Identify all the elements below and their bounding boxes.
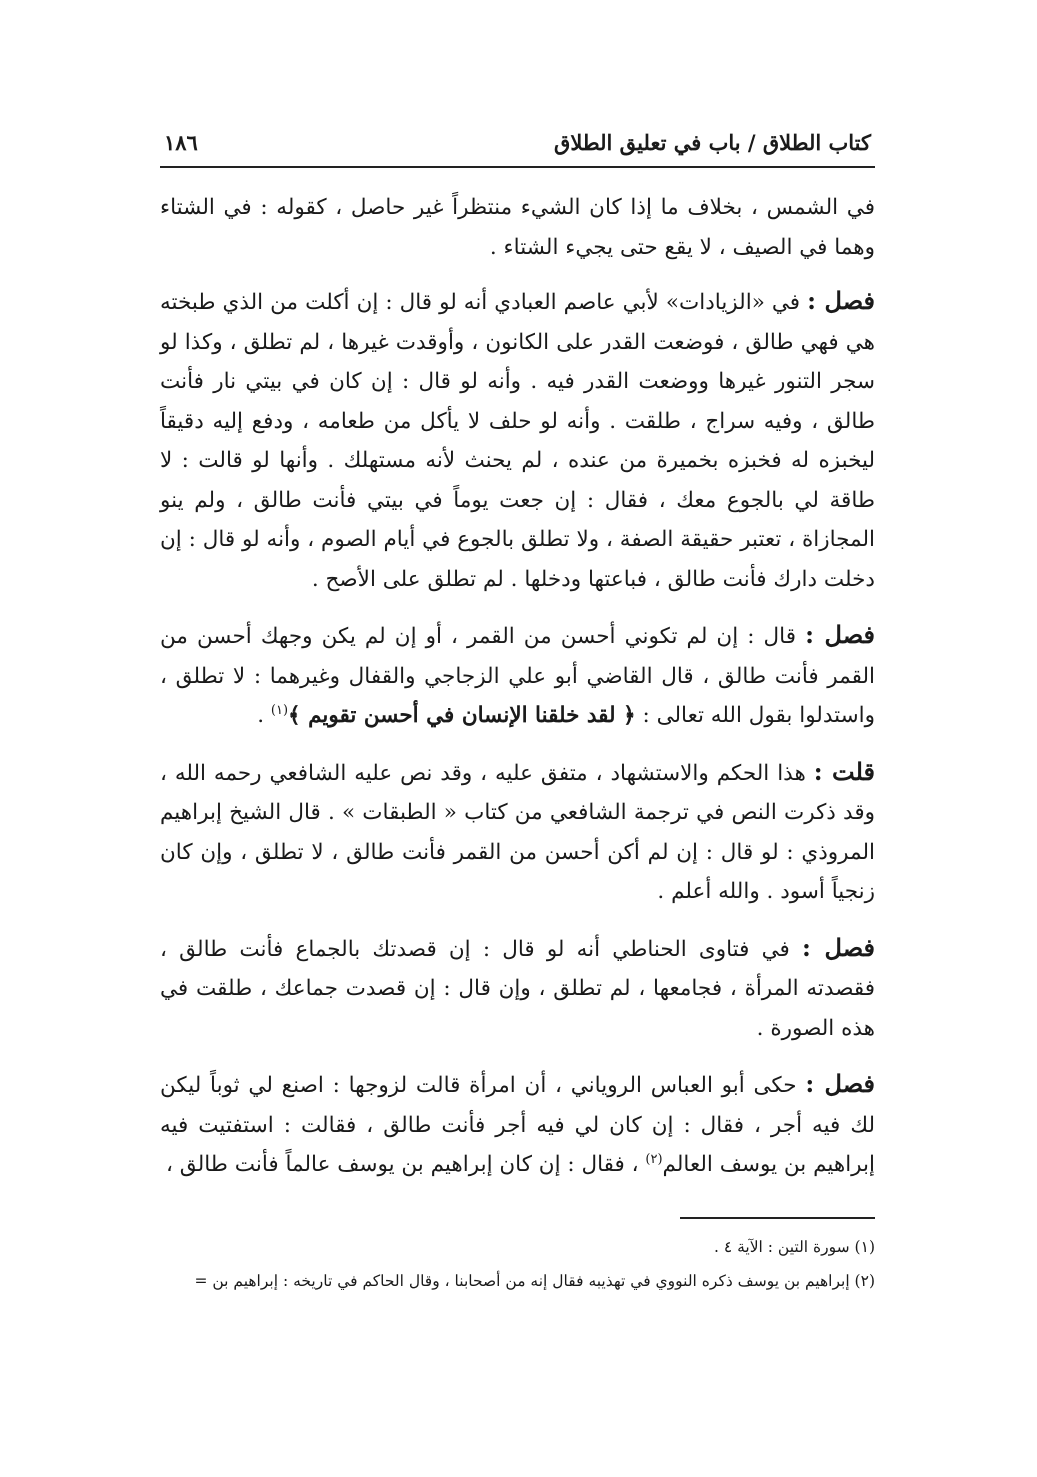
footnote-ref-1: (١) <box>270 702 289 718</box>
footnote-1: (١) سورة التين : الآية ٤ . <box>713 1238 875 1256</box>
paragraph-fasl-ziyadat <box>160 281 875 599</box>
footnote-ref-2: (٢) <box>645 1151 663 1167</box>
paragraph-text: حكى أبو العباس الروياني ، أن امرأة قالت لزوجها : اصنع لي ثوباً ليكن لك فيه أجر ، فقال : إن كان لي فيه أجر فأنت طالق ، فقالت : استفتيت فيه إبراهيم بن يوسف العالم <box>160 1073 875 1177</box>
page-number: ١٨٦ <box>164 130 198 155</box>
page <box>160 128 875 1201</box>
paragraph-text: في الشمس ، بخلاف ما إذا كان الشيء منتظراً غير حاصل ، كقوله : في الشتاء وهما في الصيف ، لا يقع حتى يجيء الشتاء . <box>160 195 875 260</box>
running-title: كتاب الطلاق / باب في تعليق الطلاق <box>554 130 871 155</box>
section-lead: فصل : <box>801 932 875 962</box>
footnote-separator <box>680 1217 875 1219</box>
quran-verse: ﴿ لقد خلقنا الإنسان في أحسن تقويم ﴾ <box>288 703 636 728</box>
paragraph-qultu <box>160 752 875 912</box>
paragraph-continuation <box>160 188 875 267</box>
section-lead: فصل : <box>805 620 875 649</box>
paragraph-fasl-hannati <box>160 928 875 1049</box>
paragraph-text: هذا الحكم والاستشهاد ، متفق عليه ، وقد نص عليه الشافعي رحمه الله ، وقد ذكرت النص في ترجمة الشافعي من كتاب « الطبقات » . قال الشيخ إبراهيم المروذي : لو قال : إن لم أكن أحسن من القمر فأنت طالق ، لا تطلق ، وإن كان زنجياً أسود . والله أعلم . <box>160 760 875 904</box>
body-text <box>160 188 875 1185</box>
paragraph-fasl-ruyani <box>160 1064 875 1185</box>
paragraph-text-end: . <box>257 703 271 728</box>
paragraph-text: في فتاوى الحناطي أنه لو قال : إن قصدتك بالجماع فأنت طالق ، فقصدته المرأة ، فجامعها ، لم تطلق ، وإن قال : إن قصدت جماعك ، طلقت في هذه الصورة . <box>160 936 875 1041</box>
paragraph-text-end: ، فقال : إن كان إبراهيم بن يوسف عالماً فأنت طالق ، <box>165 1152 646 1177</box>
section-lead: فصل : <box>805 1069 875 1098</box>
paragraph-text: قال : إن لم تكوني أحسن من القمر ، أو إن لم يكن وجهك أحسن من القمر فأنت طالق ، قال القاضي أبو علي الزجاجي والقفال وغيرهما : لا تطلق ، واستدلوا بقول الله تعالى : <box>160 624 875 728</box>
section-lead: فصل : <box>807 286 875 315</box>
footnote-2: (٢) إبراهيم بن يوسف ذكره النووي في تهذيبه فقال إنه من أصحابنا ، وقال الحاكم في تاريخه : إبراهيم بن = <box>194 1272 875 1290</box>
paragraph-fasl-qamar <box>160 615 875 736</box>
section-lead: قلت : <box>813 756 875 786</box>
footnotes <box>160 1230 875 1298</box>
paragraph-text: في «الزيادات» لأبي عاصم العبادي أنه لو قال : إن أكلت من الذي طبخته هي فهي طالق ، فوضعت القدر على الكانون ، وأوقدت غيرها ، لم تطلق ، وكذا لو سجر التنور غيرها ووضعت القدر فيه . وأنه لو قال : إن كان في بيتي نار فأنت طالق ، وفيه سراج ، طلقت . وأنه لو حلف لا يأكل من طعامه ، ودفع إليه دقيقاً ليخبزه له فخبزه بخميرة من عنده ، لم يحنث لأنه مستهلك . وأنها لو قالت : لا طاقة لي بالجوع معك ، فقال : إن جعت يوماً في بيتي فأنت طالق ، ولم ينو المجازاة ، تعتبر حقيقة الصفة ، ولا تطلق بالجوع في أيام الصوم ، وأنه لو قال : إن دخلت دارك فأنت طالق ، فباعتها ودخلها . لم تطلق على الأصح . <box>160 290 875 592</box>
page-header <box>160 128 875 168</box>
